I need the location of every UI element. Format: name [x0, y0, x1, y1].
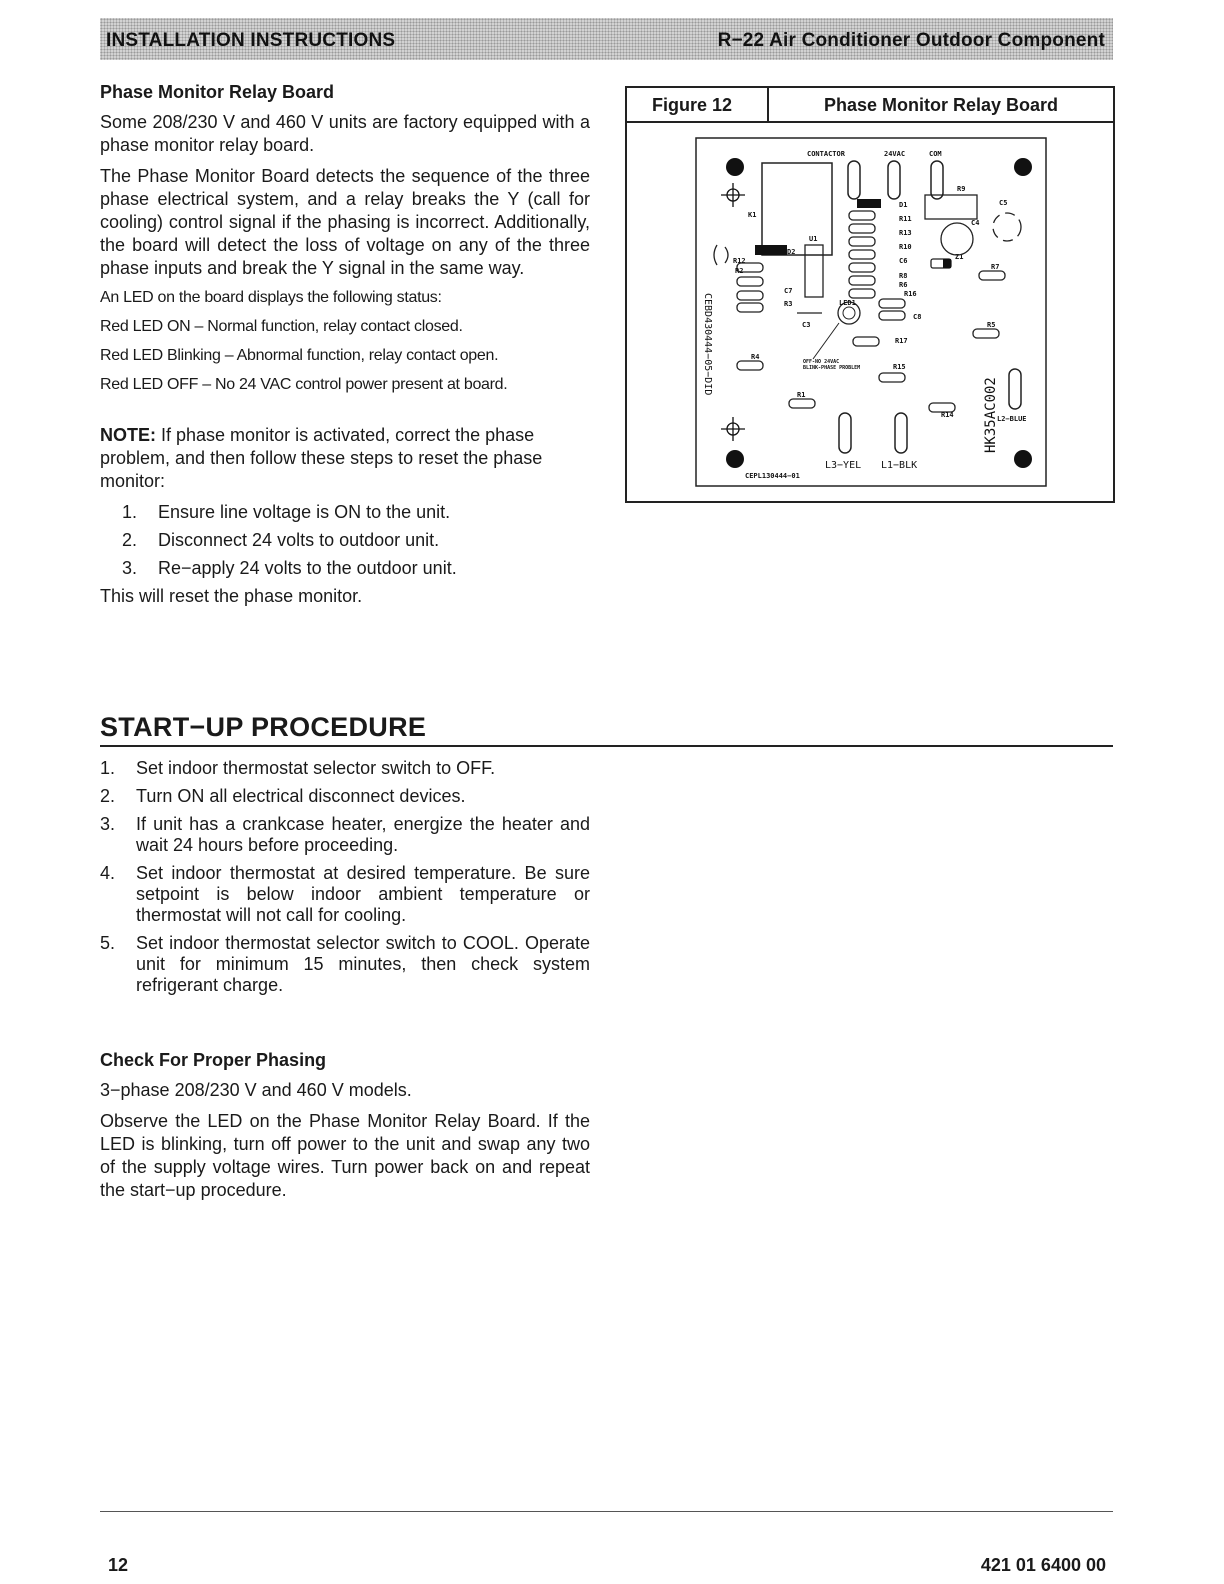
step-text: Disconnect 24 volts to outdoor unit. [158, 530, 440, 550]
step-number: 3. [100, 814, 116, 834]
r11-label: R11 [899, 215, 912, 223]
list-item [100, 863, 590, 926]
r9-label: R9 [957, 185, 966, 193]
r15-label: R15 [893, 363, 906, 371]
phasing-models: 3−phase 208/230 V and 460 V models. [100, 1080, 412, 1100]
r17-label: R17 [895, 337, 908, 345]
terminal-24vac [888, 161, 900, 199]
contactor-label: CONTACTOR [807, 150, 845, 158]
led-legend-2: BLINK-PHASE PROBLEM [803, 365, 861, 371]
diode-d1 [857, 199, 881, 208]
header-title-right: R−22 Air Conditioner Outdoor Component [717, 30, 1105, 51]
r4-label: R4 [751, 353, 760, 361]
terminal-l1 [895, 413, 907, 453]
part-number-side: CEBD430444−05−DID [702, 293, 713, 396]
c4-label: C4 [971, 219, 980, 227]
phase-monitor-description: The Phase Monitor Board detects the sequence of the three phase electrical system, and a relay breaks the Y (call for cooling) control signal if the phasing is incorrect. Additionally, the board will detect the loss of voltage on any of the three phase inputs and break the Y signal in the same way. [100, 166, 590, 278]
list-item [100, 933, 590, 996]
r16-label: R16 [904, 290, 917, 298]
section-divider [100, 745, 1113, 747]
d1-label: D1 [899, 201, 908, 209]
note-paragraph [100, 424, 590, 493]
chip-u1 [805, 245, 823, 297]
led-blink-status: Red LED Blinking – Abnormal function, relay contact open. [100, 347, 499, 364]
reset-steps-list [100, 501, 590, 580]
led1-label: LED1 [839, 299, 856, 307]
r6-label: R6 [899, 281, 908, 289]
step-text: Re−apply 24 volts to the outdoor unit. [158, 558, 457, 578]
figure-header [627, 88, 1113, 123]
phase-monitor-intro: Some 208/230 V and 460 V units are factory equipped with a phase monitor relay board. [100, 112, 590, 155]
step-text: Set indoor thermostat selector switch to COOL. Operate unit for minimum 15 minutes, then check system refrigerant charge. [136, 933, 590, 995]
r1-label: R1 [797, 391, 806, 399]
k1-label: K1 [748, 211, 757, 219]
list-item [100, 501, 590, 524]
step-number: 1. [100, 758, 116, 778]
mount-hole-icon [1014, 158, 1032, 176]
terminal-contactor [848, 161, 860, 199]
header-bar [100, 18, 1113, 60]
phasing-section [100, 1050, 590, 1210]
terminal-l3 [839, 413, 851, 453]
phasing-instructions: Observe the LED on the Phase Monitor Relay Board. If the LED is blinking, turn off power to the unit and swap any two of the supply voltage wires. Turn power back on and repeat the start−up procedure. [100, 1111, 590, 1200]
note-label: NOTE: [100, 425, 156, 445]
step-number: 4. [100, 863, 116, 883]
step-text: Turn ON all electrical disconnect devices. [136, 786, 466, 806]
vac24-label: 24VAC [884, 150, 906, 158]
footer-divider [100, 1511, 1113, 1512]
list-item [100, 814, 590, 856]
c5-label: C5 [999, 199, 1008, 207]
startup-heading: START−UP PROCEDURE [100, 712, 427, 742]
step-number: 2. [100, 786, 116, 806]
led-on-status: Red LED ON – Normal function, relay contact closed. [100, 318, 463, 335]
l1-label: L1−BLK [881, 460, 918, 471]
c6-label: C6 [899, 257, 908, 265]
r14-label: R14 [941, 411, 954, 419]
reset-closing: This will reset the phase monitor. [100, 586, 363, 606]
l3-label: L3−YEL [825, 460, 862, 471]
relay-board-diagram [627, 123, 1113, 501]
component-r9 [925, 195, 977, 219]
r3-label: R3 [784, 300, 793, 308]
c7-label: C7 [784, 287, 793, 295]
r10-label: R10 [899, 243, 912, 251]
step-number: 1. [122, 502, 138, 522]
startup-steps-list [100, 758, 590, 1003]
d2-label: D2 [787, 248, 796, 256]
step-text: If unit has a crankcase heater, energize the heater and wait 24 hours before proceeding. [136, 814, 590, 855]
step-text: Ensure line voltage is ON to the unit. [158, 502, 451, 522]
r7-label: R7 [991, 263, 1000, 271]
terminal-l2 [1009, 369, 1021, 409]
resistor-stack [849, 211, 875, 298]
model-number-side: HK35AC002 [983, 377, 999, 453]
step-number: 3. [122, 558, 138, 578]
led-legend-1: OFF-NO 24VAC [803, 359, 840, 365]
led-intro: An LED on the board displays the following status: [100, 289, 442, 306]
crosshair-icon [721, 183, 745, 207]
list-item [100, 529, 590, 552]
diode-d2 [755, 245, 787, 255]
step-number: 2. [122, 530, 138, 550]
list-item [100, 786, 590, 807]
r8-label: R8 [899, 272, 908, 280]
note-text: If phase monitor is activated, correct the phase problem, and then follow these steps to reset the phase monitor: [100, 425, 543, 491]
list-item [100, 557, 590, 580]
step-text: Set indoor thermostat selector switch to OFF. [136, 758, 496, 778]
l2-label: L2−BLUE [997, 415, 1027, 423]
list-item [100, 758, 590, 779]
c8-label: C8 [913, 313, 922, 321]
header-title-left: INSTALLATION INSTRUCTIONS [106, 30, 396, 51]
mount-hole-icon [1014, 450, 1032, 468]
phase-monitor-heading: Phase Monitor Relay Board [100, 82, 335, 102]
r2-label: R2 [735, 267, 744, 275]
figure-12 [625, 86, 1115, 503]
figure-title: Phase Monitor Relay Board [823, 95, 1059, 115]
mount-hole-icon [726, 158, 744, 176]
phasing-heading: Check For Proper Phasing [100, 1050, 327, 1070]
r5-label: R5 [987, 321, 996, 329]
crosshair-icon [721, 417, 745, 441]
phase-monitor-section [100, 82, 590, 616]
step-number: 5. [100, 933, 116, 953]
z1-label: Z1 [955, 253, 964, 261]
u1-label: U1 [809, 235, 818, 243]
mount-hole-icon [726, 450, 744, 468]
document-number: 421 01 6400 00 [980, 1555, 1106, 1575]
part-number-bottom: CEPL130444−01 [745, 472, 800, 480]
resistor-left [737, 263, 815, 408]
com-label: COM [929, 150, 942, 158]
c3-label: C3 [802, 321, 811, 329]
led-off-status: Red LED OFF – No 24 VAC control power present at board. [100, 376, 508, 393]
relay-k1 [762, 163, 832, 255]
step-text: Set indoor thermostat at desired temperature. Be sure setpoint is below indoor ambient temperature or thermostat will not call for cooling. [136, 863, 590, 925]
page-number: 12 [108, 1555, 129, 1575]
r12-label: R12 [733, 257, 746, 265]
r13-label: R13 [899, 229, 912, 237]
figure-number: Figure 12 [627, 88, 769, 121]
terminal-com [931, 161, 943, 199]
capacitor-c5 [993, 213, 1021, 241]
capacitor-c4 [941, 223, 973, 255]
